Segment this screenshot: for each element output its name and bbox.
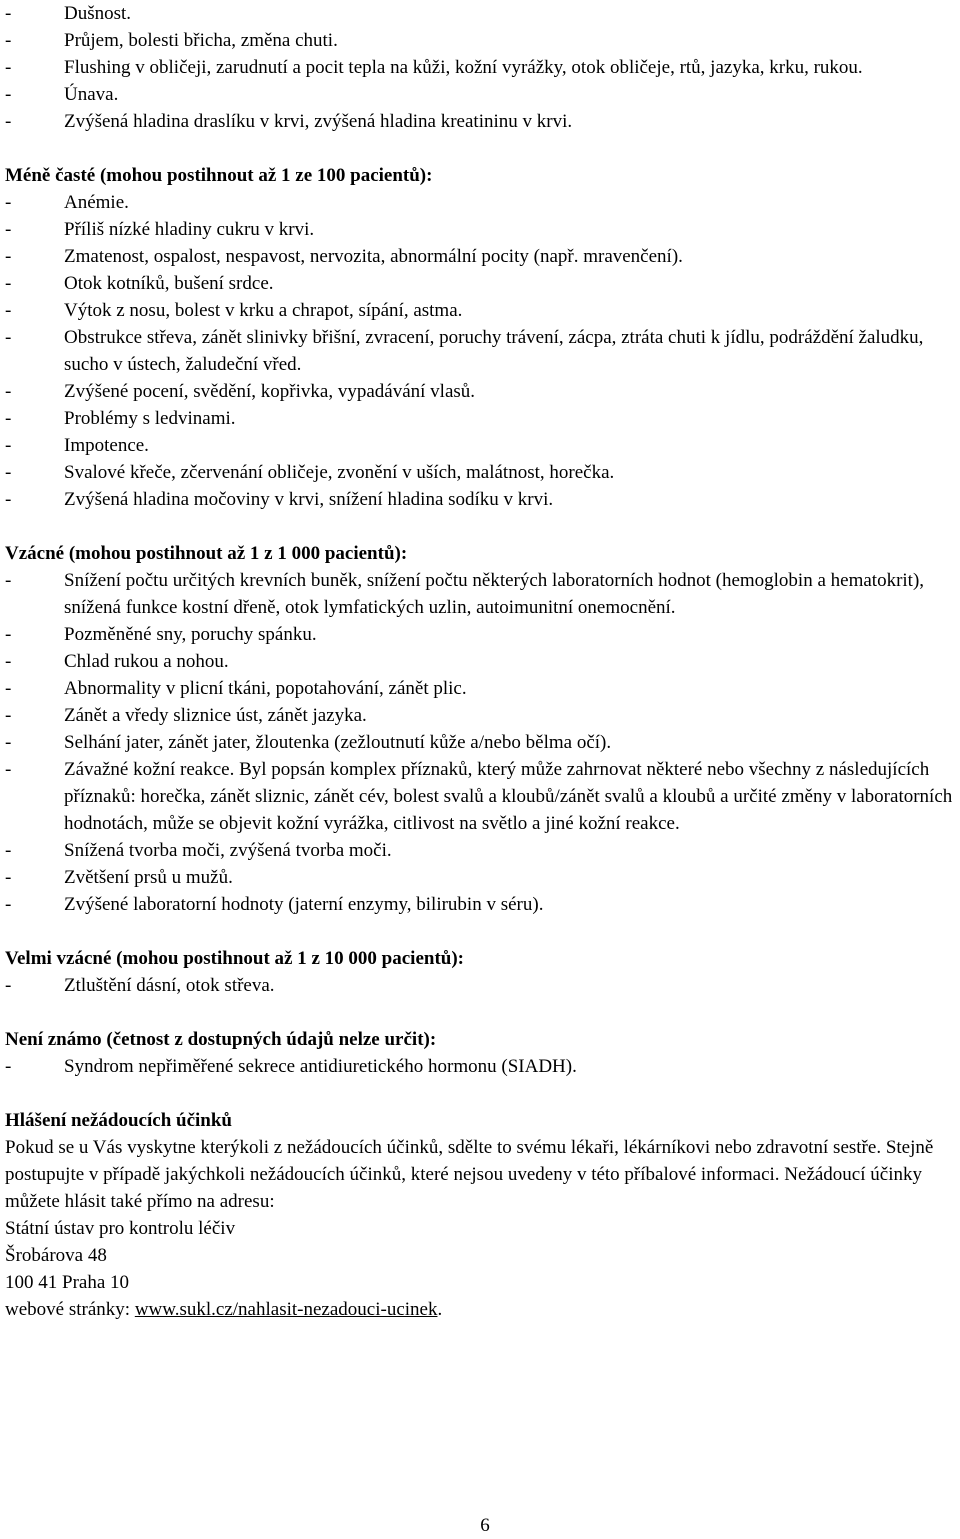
list-item: - Ztluštění dásní, otok střeva. bbox=[5, 972, 957, 999]
address-line-2: Šrobárova 48 bbox=[5, 1245, 107, 1266]
uncommon-section bbox=[5, 162, 957, 513]
document-page bbox=[5, 0, 957, 1323]
very-rare-heading: Velmi vzácné (mohou postihnout až 1 z 10 000 pacientů): bbox=[5, 948, 464, 969]
unknown-heading: Není známo (četnost z dostupných údajů nelze určit): bbox=[5, 1029, 437, 1050]
list-item: - Únava. bbox=[5, 81, 957, 108]
web-link[interactable]: www.sukl.cz/nahlasit-nezadouci-ucinek bbox=[134, 1299, 438, 1320]
web-line bbox=[5, 1296, 957, 1323]
reporting-paragraph: Pokud se u Vás vyskytne kterýkoli z nežádoucích účinků, sdělte to svému lékaři, lékárníkovi nebo zdravotní sestře. Stejně postupujte v případě jakýchkoli nežádoucích účinků, které nejsou uvedeny v této příbalové informaci. Nežádoucí účinky můžete hlásit také přímo na adresu: bbox=[5, 1137, 934, 1212]
rare-heading: Vzácné (mohou postihnout až 1 z 1 000 pacientů): bbox=[5, 543, 408, 564]
reporting-heading: Hlášení nežádoucích účinků bbox=[5, 1110, 232, 1131]
list-item: - Otok kotníků, bušení srdce. bbox=[5, 270, 957, 297]
web-label: webové stránky: bbox=[5, 1299, 135, 1320]
list-item: - Zánět a vředy sliznice úst, zánět jazyka. bbox=[5, 702, 957, 729]
list-item: - Průjem, bolesti břicha, změna chuti. bbox=[5, 27, 957, 54]
very-rare-section bbox=[5, 945, 957, 999]
uncommon-list bbox=[5, 189, 957, 513]
list-item: - Dušnost. bbox=[5, 0, 957, 27]
address-line-3: 100 41 Praha 10 bbox=[5, 1272, 130, 1293]
reporting-section bbox=[5, 1107, 957, 1323]
list-item: - Závažné kožní reakce. Byl popsán komplex příznaků, který může zahrnovat některé nebo všechny z následujících příznaků: horečka, zánět sliznic, zánět cév, bolest svalů a kloubů/zánět svalů a kloubů a určité změny v laboratorních hodnotách, může se objevit kožní vyrážka, citlivost na světlo a jiné kožní reakce. bbox=[5, 756, 957, 837]
list-item: - Abnormality v plicní tkáni, popotahování, zánět plic. bbox=[5, 675, 957, 702]
rare-section bbox=[5, 540, 957, 918]
list-item: - Anémie. bbox=[5, 189, 957, 216]
top-list bbox=[5, 0, 957, 135]
list-item: - Problémy s ledvinami. bbox=[5, 405, 957, 432]
list-item: - Zvětšení prsů u mužů. bbox=[5, 864, 957, 891]
list-item: - Výtok z nosu, bolest v krku a chrapot, sípání, astma. bbox=[5, 297, 957, 324]
list-item: - Snížená tvorba moči, zvýšená tvorba moči. bbox=[5, 837, 957, 864]
list-item: - Příliš nízké hladiny cukru v krvi. bbox=[5, 216, 957, 243]
unknown-list bbox=[5, 1053, 957, 1080]
very-rare-list bbox=[5, 972, 957, 999]
list-item: - Impotence. bbox=[5, 432, 957, 459]
list-item: - Zvýšená hladina draslíku v krvi, zvýšená hladina kreatininu v krvi. bbox=[5, 108, 957, 135]
web-suffix: . bbox=[437, 1299, 443, 1320]
list-item: - Flushing v obličeji, zarudnutí a pocit tepla na kůži, kožní vyrážky, otok obličeje, rtů, jazyka, krku, rukou. bbox=[5, 54, 957, 81]
list-item: - Obstrukce střeva, zánět slinivky břišní, zvracení, poruchy trávení, zácpa, ztráta chuti k jídlu, podráždění žaludku, sucho v ústech, žaludeční vřed. bbox=[5, 324, 957, 378]
list-item: - Svalové křeče, zčervenání obličeje, zvonění v uších, malátnost, horečka. bbox=[5, 459, 957, 486]
page-number: 6 bbox=[480, 1515, 490, 1536]
list-item: - Chlad rukou a nohou. bbox=[5, 648, 957, 675]
list-item: - Zvýšená hladina močoviny v krvi, snížení hladina sodíku v krvi. bbox=[5, 486, 957, 513]
uncommon-heading: Méně časté (mohou postihnout až 1 ze 100 pacientů): bbox=[5, 165, 433, 186]
list-item: - Pozměněné sny, poruchy spánku. bbox=[5, 621, 957, 648]
list-item: - Selhání jater, zánět jater, žloutenka (zežloutnutí kůže a/nebo bělma očí). bbox=[5, 729, 957, 756]
list-item: - Zvýšené pocení, svědění, kopřivka, vypadávání vlasů. bbox=[5, 378, 957, 405]
list-item: - Zmatenost, ospalost, nespavost, nervozita, abnormální pocity (např. mravenčení). bbox=[5, 243, 957, 270]
list-item: - Snížení počtu určitých krevních buněk, snížení počtu některých laboratorních hodnot (hemoglobin a hematokrit), snížená funkce kostní dřeně, otok lymfatických uzlin, autoimunitní onemocnění. bbox=[5, 567, 957, 621]
rare-list bbox=[5, 567, 957, 918]
list-item: - Zvýšené laboratorní hodnoty (jaterní enzymy, bilirubin v séru). bbox=[5, 891, 957, 918]
address-line-1: Státní ústav pro kontrolu léčiv bbox=[5, 1218, 236, 1239]
list-item: - Syndrom nepřiměřené sekrece antidiuretického hormonu (SIADH). bbox=[5, 1053, 957, 1080]
unknown-section bbox=[5, 1026, 957, 1080]
